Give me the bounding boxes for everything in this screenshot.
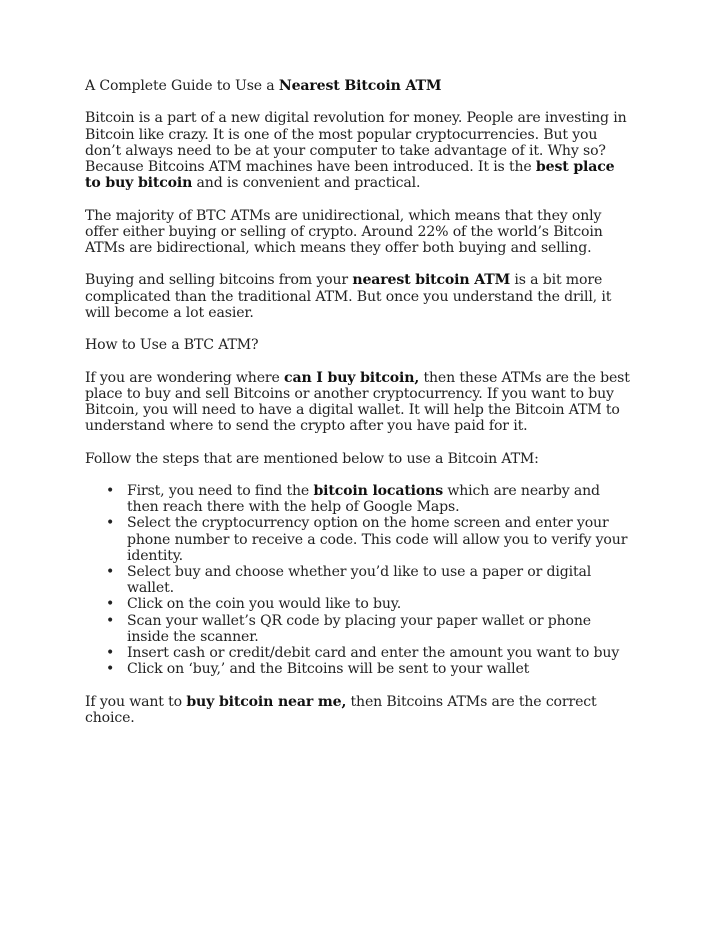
document-title	[85, 78, 633, 94]
step-text: Scan your wallet’s QR code by placing your paper wallet or phone inside the scanner.	[127, 612, 591, 645]
keyword-nearest-atm: nearest bitcoin ATM	[352, 272, 511, 289]
paragraph-intro-text-end: and is convenient and practical.	[192, 175, 421, 192]
paragraph-nearest-atm	[85, 272, 633, 321]
list-item	[106, 596, 633, 613]
keyword-best-place: best place to buy bitcoin	[85, 159, 615, 192]
step-text: Select buy and choose whether you’d like to use a paper or digital wallet.	[127, 563, 592, 597]
title-keyword: Nearest Bitcoin ATM	[278, 78, 442, 94]
step-text: Insert cash or credit/debit card and enter the amount you want to buy	[127, 645, 620, 661]
paragraph-nearest-atm-text-end: is a bit more complicated than the traditional ATM. But once you understand the drill, it will become a lot easier.	[85, 272, 612, 321]
paragraph-steps-intro: Follow the steps that are mentioned below to use a Bitcoin ATM:	[85, 450, 539, 467]
paragraph-wallet-text-end: then these ATMs are the best place to buy and sell Bitcoins or another cryptocurrency. If you want to buy Bitcoin, you will need to have a digital wallet. It will help the Bitcoin ATM to understand where to send the crypto after you have paid for it.	[85, 369, 630, 435]
bullet-icon: •	[106, 645, 115, 661]
step-text: Select the cryptocurrency option on the home screen and enter your phone number to receive a code. This code will allow you to verify your identity.	[127, 515, 628, 564]
keyword-bitcoin-locations: bitcoin locations	[313, 482, 444, 499]
paragraph-conclusion-text: If you want to	[85, 693, 187, 710]
bullet-icon: •	[106, 661, 115, 678]
list-item	[106, 661, 633, 678]
list-item	[106, 612, 633, 645]
bullet-icon: •	[106, 612, 115, 629]
bullet-icon: •	[106, 515, 115, 532]
paragraph-intro-text: Bitcoin is a part of a new digital revolution for money. People are investing in Bitcoin like crazy. It is one of the most popular cryptocurrencies. But you don’t always need to be at your computer to take advantage of it. Why so? Because Bitcoins ATM machines have been introduced. It is the	[85, 110, 627, 175]
section-heading: How to Use a BTC ATM?	[85, 337, 259, 354]
title-prefix: A Complete Guide to Use a	[85, 78, 279, 94]
paragraph-unidirectional: The majority of BTC ATMs are unidirectional, which means that they only offer either buying or selling of crypto. Around 22% of the world’s Bitcoin ATMs are bidirectional, which means they offer both buying and selling.	[85, 207, 603, 256]
list-item	[106, 563, 633, 597]
paragraph-nearest-atm-text: Buying and selling bitcoins from your	[85, 272, 353, 289]
paragraph-intro	[85, 110, 633, 191]
document-page	[85, 78, 633, 726]
list-item	[106, 645, 633, 661]
paragraph-wallet-text: If you are wondering where	[85, 369, 285, 386]
keyword-buy-bitcoin-near-me: buy bitcoin near me,	[186, 693, 347, 710]
paragraph-wallet	[85, 370, 633, 435]
list-item	[106, 515, 633, 564]
steps-list	[85, 483, 633, 677]
step-text: Click on the coin you would like to buy.	[127, 596, 402, 613]
step-text: First, you need to find the	[127, 482, 314, 499]
step-text-end: which are nearby and then reach there with the help of Google Maps.	[127, 482, 600, 516]
step-text: Click on ‘buy,’ and the Bitcoins will be sent to your wallet	[127, 661, 530, 678]
paragraph-conclusion-text-end: then Bitcoins ATMs are the correct choice.	[85, 693, 597, 726]
bullet-icon: •	[106, 482, 115, 499]
list-item	[106, 482, 633, 516]
paragraph-conclusion	[85, 694, 633, 726]
bullet-icon: •	[106, 596, 115, 613]
bullet-icon: •	[106, 563, 115, 580]
keyword-can-i-buy: can I buy bitcoin,	[284, 369, 420, 386]
